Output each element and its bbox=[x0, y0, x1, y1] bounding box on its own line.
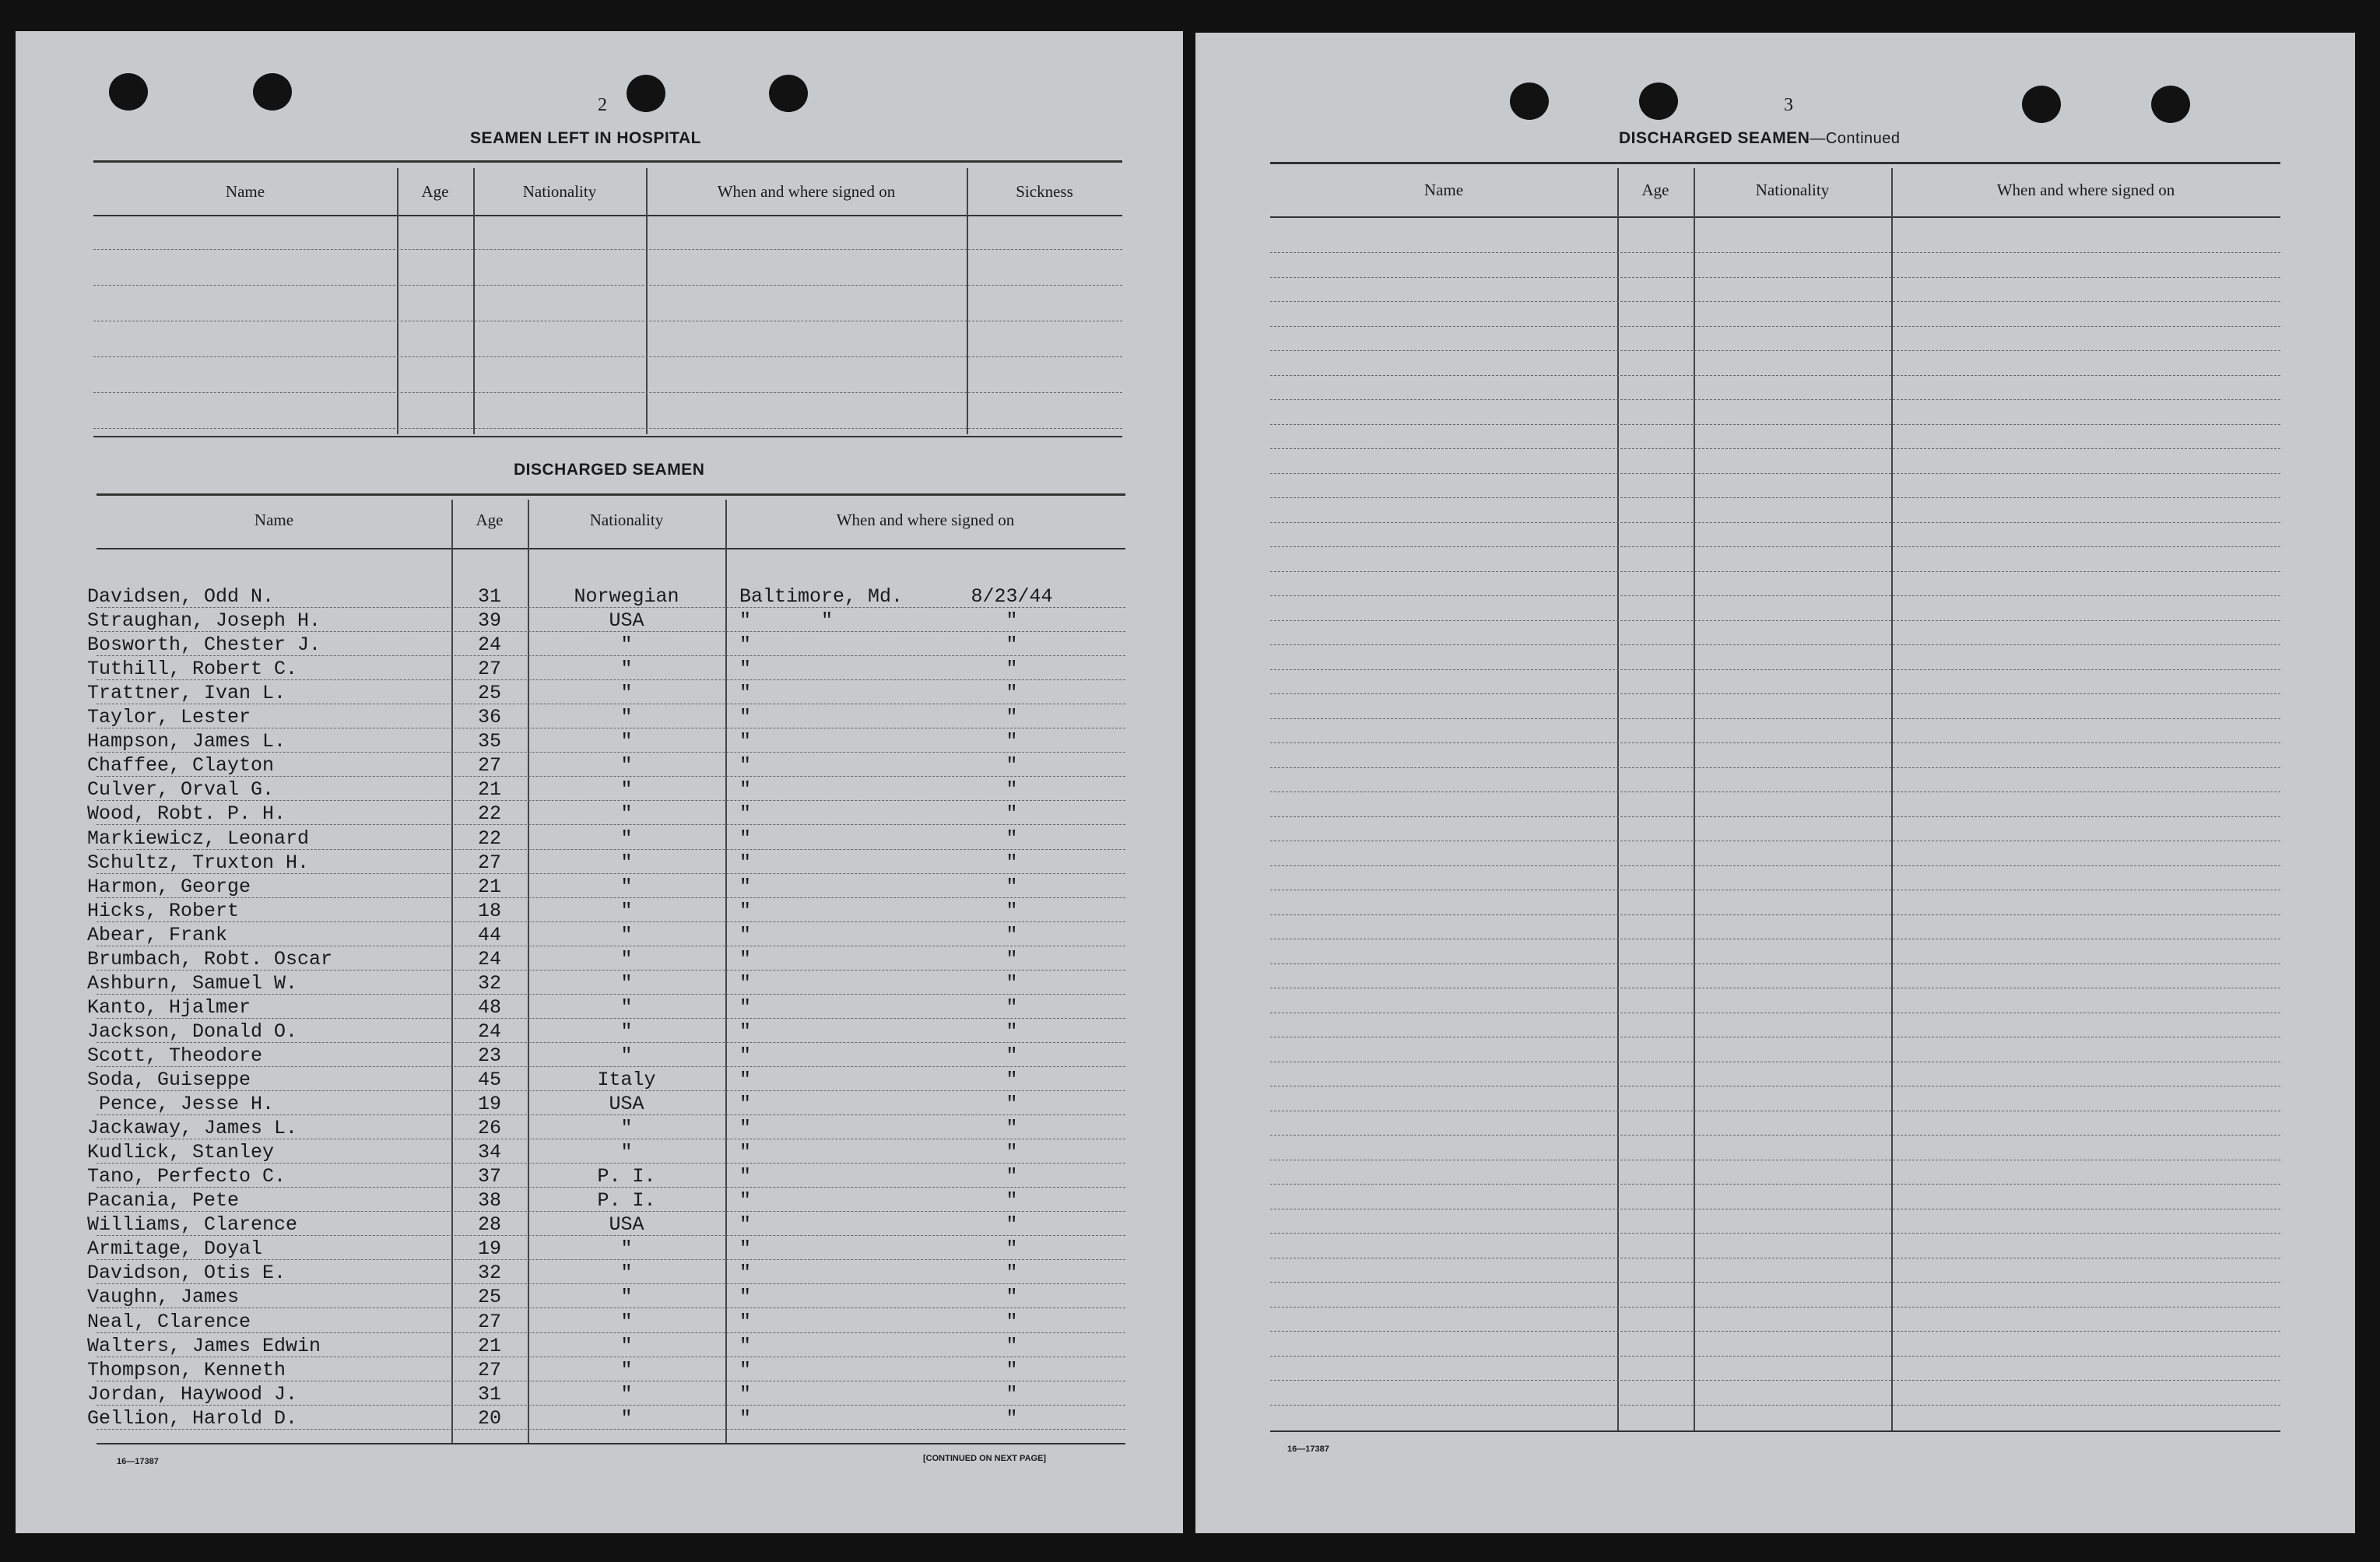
discharged-name: Williams, Clarence bbox=[87, 1213, 298, 1236]
continued-title-suffix: —Continued bbox=[1810, 130, 1901, 147]
discharged-signed-date: " bbox=[1006, 658, 1018, 680]
discharged-nationality: " bbox=[620, 876, 633, 898]
discharged-signed-place: " bbox=[739, 1044, 752, 1067]
discharged-nationality: Italy bbox=[597, 1069, 656, 1091]
discharged-nationality: " bbox=[620, 972, 633, 995]
discharged-nationality: " bbox=[620, 778, 633, 801]
discharged-nationality: " bbox=[620, 1141, 633, 1164]
punch-hole bbox=[1639, 82, 1678, 120]
discharged-table-top-rule bbox=[97, 493, 1125, 496]
discharged-age: 44 bbox=[477, 924, 501, 946]
discharged-signed-place: " bbox=[739, 1262, 752, 1284]
ruled-line bbox=[1270, 718, 2280, 719]
discharged-signed-date: " bbox=[1006, 1020, 1018, 1043]
discharged-signed-date: " bbox=[1006, 900, 1018, 922]
discharged-nationality: " bbox=[620, 802, 633, 825]
discharged-signed-place: " bbox=[739, 1165, 752, 1188]
discharged-signed-place: " bbox=[739, 972, 752, 995]
discharged-signed-place: " bbox=[739, 1359, 752, 1381]
continued-header-rule bbox=[1270, 216, 2280, 218]
discharged-signed-place: " " bbox=[739, 609, 834, 632]
discharged-name: Tuthill, Robert C. bbox=[87, 658, 298, 680]
discharged-nationality: " bbox=[620, 1286, 633, 1308]
discharged-name: Armitage, Doyal bbox=[87, 1237, 263, 1260]
hospital-col-age: Age bbox=[421, 182, 449, 201]
discharged-signed-date: " bbox=[1006, 851, 1018, 874]
discharged-signed-place: " bbox=[739, 778, 752, 801]
ruled-line bbox=[97, 921, 1125, 922]
ruled-line bbox=[1270, 669, 2280, 670]
discharged-signed-place: " bbox=[739, 996, 752, 1019]
discharged-name: Jackson, Donald O. bbox=[87, 1020, 298, 1043]
ruled-line bbox=[93, 356, 1122, 357]
discharged-signed-date: " bbox=[1006, 924, 1018, 946]
discharged-signed-place: " bbox=[739, 827, 752, 850]
discharged-col-name: Name bbox=[254, 511, 294, 529]
discharged-age: 38 bbox=[477, 1189, 501, 1212]
discharged-name: Straughan, Joseph H. bbox=[87, 609, 321, 632]
page-number: 2 bbox=[598, 95, 607, 115]
discharged-nationality: " bbox=[620, 827, 633, 850]
discharged-signed-date: " bbox=[1006, 1407, 1018, 1430]
discharged-age: 27 bbox=[477, 851, 501, 874]
discharged-nationality: " bbox=[620, 1117, 633, 1139]
discharged-age: 21 bbox=[477, 1335, 501, 1357]
discharged-signed-place: " bbox=[739, 948, 752, 971]
continued-col-signed-on: When and where signed on bbox=[1996, 181, 2175, 199]
hospital-col-nationality: Nationality bbox=[522, 182, 597, 201]
ruled-line bbox=[1270, 620, 2280, 621]
discharged-age: 24 bbox=[477, 1020, 501, 1043]
ruled-line bbox=[1270, 742, 2280, 743]
discharged-nationality: " bbox=[620, 1359, 633, 1381]
discharged-name: Bosworth, Chester J. bbox=[87, 634, 321, 656]
discharged-signed-place: " bbox=[739, 1069, 752, 1091]
discharged-col-signed-on: When and where signed on bbox=[836, 511, 1015, 529]
discharged-signed-date: " bbox=[1006, 1069, 1018, 1091]
discharged-signed-date: " bbox=[1006, 1044, 1018, 1067]
discharged-signed-date: " bbox=[1006, 996, 1018, 1019]
discharged-name: Davidsen, Odd N. bbox=[87, 585, 275, 608]
discharged-name: Taylor, Lester bbox=[87, 706, 251, 728]
discharged-age: 19 bbox=[477, 1093, 501, 1115]
discharged-name: Thompson, Kenneth bbox=[87, 1359, 286, 1381]
discharged-signed-place: Baltimore, Md. bbox=[739, 585, 904, 608]
discharged-signed-date: " bbox=[1006, 948, 1018, 971]
discharged-age: 35 bbox=[477, 730, 501, 753]
continued-col-name: Name bbox=[1423, 181, 1464, 199]
discharged-name: Ashburn, Samuel W. bbox=[87, 972, 298, 995]
discharged-age: 23 bbox=[477, 1044, 501, 1067]
discharged-signed-place: " bbox=[739, 1286, 752, 1308]
discharged-name: Kanto, Hjalmer bbox=[87, 996, 251, 1019]
discharged-signed-date: " bbox=[1006, 682, 1018, 704]
discharged-age: 32 bbox=[477, 972, 501, 995]
discharged-nationality: USA bbox=[609, 609, 644, 632]
discharged-signed-date: " bbox=[1006, 754, 1018, 777]
discharged-nationality: " bbox=[620, 1407, 633, 1430]
right-page bbox=[1195, 33, 2355, 1533]
ruled-line bbox=[1270, 816, 2280, 817]
discharged-signed-date: " bbox=[1006, 1335, 1018, 1357]
ruled-line bbox=[1270, 326, 2280, 327]
discharged-signed-date: " bbox=[1006, 1359, 1018, 1381]
ruled-line bbox=[97, 897, 1125, 898]
ruled-line bbox=[1270, 448, 2280, 449]
discharged-age: 32 bbox=[477, 1262, 501, 1284]
discharged-age: 24 bbox=[477, 634, 501, 656]
discharged-signed-date: " bbox=[1006, 1117, 1018, 1139]
punch-hole bbox=[769, 75, 808, 112]
discharged-age: 27 bbox=[477, 1359, 501, 1381]
ruled-line bbox=[1270, 571, 2280, 572]
ruled-line bbox=[1270, 1282, 2280, 1283]
discharged-signed-place: " bbox=[739, 1020, 752, 1043]
discharged-name: Jackaway, James L. bbox=[87, 1117, 298, 1139]
ruled-line bbox=[1270, 522, 2280, 523]
form-number: 16—17387 bbox=[117, 1457, 159, 1466]
continued-section-title bbox=[1619, 129, 1901, 148]
discharged-age: 19 bbox=[477, 1237, 501, 1260]
discharged-name: Harmon, George bbox=[87, 876, 251, 898]
ruled-line bbox=[1270, 693, 2280, 694]
ruled-line bbox=[1270, 1331, 2280, 1332]
discharged-age: 27 bbox=[477, 754, 501, 777]
discharged-signed-place: " bbox=[739, 1383, 752, 1406]
discharged-signed-date: " bbox=[1006, 876, 1018, 898]
discharged-signed-date: " bbox=[1006, 1262, 1018, 1284]
ruled-line bbox=[1270, 1405, 2280, 1406]
discharged-nationality: " bbox=[620, 1335, 633, 1357]
discharged-signed-date: " bbox=[1006, 634, 1018, 656]
discharged-signed-place: " bbox=[739, 1093, 752, 1115]
discharged-nationality: " bbox=[620, 754, 633, 777]
ruled-line bbox=[1270, 644, 2280, 645]
discharged-nationality: " bbox=[620, 706, 633, 728]
discharged-signed-date: 8/23/44 bbox=[971, 585, 1053, 608]
discharged-signed-date: " bbox=[1006, 972, 1018, 995]
discharged-signed-place: " bbox=[739, 1335, 752, 1357]
discharged-name: Gellion, Harold D. bbox=[87, 1407, 298, 1430]
hospital-table-bottom-rule bbox=[93, 436, 1122, 437]
discharged-name: Soda, Guiseppe bbox=[87, 1069, 251, 1091]
discharged-name: Scott, Theodore bbox=[87, 1044, 263, 1067]
ruled-line bbox=[93, 428, 1122, 429]
ruled-line bbox=[1270, 1135, 2280, 1136]
form-number: 16—17387 bbox=[1287, 1444, 1329, 1454]
continued-table-top-rule bbox=[1270, 162, 2280, 164]
discharged-age: 22 bbox=[477, 802, 501, 825]
discharged-name: Chaffee, Clayton bbox=[87, 754, 275, 777]
discharged-nationality: " bbox=[620, 900, 633, 922]
discharged-signed-place: " bbox=[739, 754, 752, 777]
discharged-name: Walters, James Edwin bbox=[87, 1335, 321, 1357]
ruled-line bbox=[97, 1332, 1125, 1333]
discharged-signed-date: " bbox=[1006, 730, 1018, 753]
discharged-age: 21 bbox=[477, 876, 501, 898]
discharged-age: 45 bbox=[477, 1069, 501, 1091]
discharged-age: 34 bbox=[477, 1141, 501, 1164]
discharged-header-rule bbox=[97, 548, 1125, 549]
discharged-name: Culver, Orval G. bbox=[87, 778, 275, 801]
continued-col-divider bbox=[1891, 168, 1893, 1430]
discharged-signed-place: " bbox=[739, 1311, 752, 1333]
discharged-signed-place: " bbox=[739, 876, 752, 898]
discharged-name: Hampson, James L. bbox=[87, 730, 286, 753]
hospital-col-divider bbox=[473, 168, 475, 434]
ruled-line bbox=[1270, 375, 2280, 376]
ruled-line bbox=[1270, 1307, 2280, 1308]
ruled-line bbox=[93, 392, 1122, 393]
punch-hole bbox=[627, 75, 665, 112]
discharged-signed-date: " bbox=[1006, 1189, 1018, 1212]
hospital-col-divider bbox=[967, 168, 968, 434]
discharged-signed-date: " bbox=[1006, 706, 1018, 728]
discharged-age: 22 bbox=[477, 827, 501, 850]
discharged-age: 27 bbox=[477, 658, 501, 680]
discharged-signed-place: " bbox=[739, 851, 752, 874]
ruled-line bbox=[1270, 473, 2280, 474]
discharged-name: Jordan, Haywood J. bbox=[87, 1383, 298, 1406]
discharged-col-age: Age bbox=[476, 511, 504, 529]
continued-note: [CONTINUED ON NEXT PAGE] bbox=[923, 1454, 1047, 1463]
discharged-age: 26 bbox=[477, 1117, 501, 1139]
discharged-signed-place: " bbox=[739, 658, 752, 680]
discharged-signed-place: " bbox=[739, 1213, 752, 1236]
discharged-nationality: P. I. bbox=[597, 1165, 656, 1188]
discharged-nationality: Norwegian bbox=[574, 585, 679, 608]
ruled-line bbox=[1270, 546, 2280, 547]
discharged-name: Vaughn, James bbox=[87, 1286, 240, 1308]
hospital-section-title: SEAMEN LEFT IN HOSPITAL bbox=[470, 129, 701, 147]
ruled-line bbox=[1270, 1233, 2280, 1234]
discharged-name: Wood, Robt. P. H. bbox=[87, 802, 286, 825]
discharged-name: Kudlick, Stanley bbox=[87, 1141, 275, 1164]
discharged-name: Schultz, Truxton H. bbox=[87, 851, 310, 874]
discharged-table-bottom-rule bbox=[97, 1443, 1125, 1444]
ruled-line bbox=[1270, 399, 2280, 400]
hospital-col-divider bbox=[397, 168, 398, 434]
ruled-line bbox=[1270, 277, 2280, 278]
discharged-signed-place: " bbox=[739, 924, 752, 946]
discharged-section-title: DISCHARGED SEAMEN bbox=[514, 461, 705, 479]
ruled-line bbox=[1270, 1356, 2280, 1357]
ruled-line bbox=[1270, 767, 2280, 768]
discharged-nationality: " bbox=[620, 924, 633, 946]
discharged-nationality: USA bbox=[609, 1093, 644, 1115]
discharged-signed-place: " bbox=[739, 634, 752, 656]
discharged-nationality: " bbox=[620, 730, 633, 753]
continued-col-nationality: Nationality bbox=[1755, 181, 1830, 199]
discharged-name: Neal, Clarence bbox=[87, 1311, 251, 1333]
discharged-age: 39 bbox=[477, 609, 501, 632]
ruled-line bbox=[1270, 252, 2280, 253]
discharged-nationality: " bbox=[620, 1383, 633, 1406]
discharged-col-divider bbox=[725, 500, 727, 1443]
discharged-nationality: " bbox=[620, 682, 633, 704]
discharged-nationality: USA bbox=[609, 1213, 644, 1236]
discharged-signed-place: " bbox=[739, 1407, 752, 1430]
hospital-col-divider bbox=[646, 168, 648, 434]
ruled-line bbox=[1270, 350, 2280, 351]
discharged-age: 18 bbox=[477, 900, 501, 922]
discharged-signed-place: " bbox=[739, 1117, 752, 1139]
discharged-age: 37 bbox=[477, 1165, 501, 1188]
discharged-signed-date: " bbox=[1006, 1165, 1018, 1188]
punch-hole bbox=[2151, 86, 2190, 123]
ruled-line bbox=[97, 1018, 1125, 1019]
discharged-signed-date: " bbox=[1006, 609, 1018, 632]
hospital-col-sickness: Sickness bbox=[1016, 182, 1073, 201]
discharged-name: Pence, Jesse H. bbox=[87, 1093, 275, 1115]
discharged-nationality: " bbox=[620, 1262, 633, 1284]
discharged-name: Pacania, Pete bbox=[87, 1189, 240, 1212]
discharged-signed-place: " bbox=[739, 730, 752, 753]
discharged-age: 25 bbox=[477, 1286, 501, 1308]
punch-hole bbox=[109, 73, 148, 111]
discharged-nationality: " bbox=[620, 658, 633, 680]
discharged-nationality: " bbox=[620, 851, 633, 874]
discharged-signed-date: " bbox=[1006, 1237, 1018, 1260]
discharged-age: 20 bbox=[477, 1407, 501, 1430]
discharged-col-nationality: Nationality bbox=[589, 511, 664, 529]
discharged-age: 31 bbox=[477, 585, 501, 608]
discharged-name: Hicks, Robert bbox=[87, 900, 240, 922]
discharged-nationality: " bbox=[620, 1311, 633, 1333]
page-number: 3 bbox=[1784, 95, 1793, 115]
discharged-signed-date: " bbox=[1006, 1141, 1018, 1164]
discharged-age: 21 bbox=[477, 778, 501, 801]
ruled-line bbox=[1270, 424, 2280, 425]
punch-hole bbox=[1510, 82, 1549, 120]
left-page bbox=[16, 31, 1183, 1533]
continued-table-bottom-rule bbox=[1270, 1430, 2280, 1432]
discharged-name: Davidson, Otis E. bbox=[87, 1262, 286, 1284]
punch-hole bbox=[2022, 86, 2061, 123]
discharged-name: Trattner, Ivan L. bbox=[87, 682, 286, 704]
discharged-signed-place: " bbox=[739, 1237, 752, 1260]
discharged-age: 36 bbox=[477, 706, 501, 728]
hospital-table-top-rule bbox=[93, 160, 1122, 163]
ruled-line bbox=[1270, 1184, 2280, 1185]
discharged-signed-place: " bbox=[739, 706, 752, 728]
discharged-signed-date: " bbox=[1006, 778, 1018, 801]
punch-hole bbox=[253, 73, 292, 111]
discharged-signed-place: " bbox=[739, 900, 752, 922]
hospital-col-signed-on: When and where signed on bbox=[717, 182, 896, 201]
continued-title-text: DISCHARGED SEAMEN bbox=[1619, 129, 1810, 147]
ruled-line bbox=[93, 249, 1122, 250]
hospital-col-name: Name bbox=[225, 182, 265, 201]
discharged-age: 31 bbox=[477, 1383, 501, 1406]
discharged-name: Tano, Perfecto C. bbox=[87, 1165, 286, 1188]
discharged-signed-date: " bbox=[1006, 827, 1018, 850]
continued-col-divider bbox=[1694, 168, 1695, 1430]
ruled-line bbox=[1270, 595, 2280, 596]
ruled-line bbox=[1270, 914, 2280, 915]
discharged-age: 24 bbox=[477, 948, 501, 971]
discharged-nationality: " bbox=[620, 1020, 633, 1043]
discharged-nationality: " bbox=[620, 634, 633, 656]
discharged-signed-date: " bbox=[1006, 1286, 1018, 1308]
discharged-signed-date: " bbox=[1006, 1093, 1018, 1115]
ruled-line bbox=[1270, 497, 2280, 498]
ruled-line bbox=[1270, 865, 2280, 866]
discharged-nationality: P. I. bbox=[597, 1189, 656, 1212]
discharged-nationality: " bbox=[620, 1044, 633, 1067]
discharged-age: 25 bbox=[477, 682, 501, 704]
discharged-signed-place: " bbox=[739, 1189, 752, 1212]
discharged-nationality: " bbox=[620, 948, 633, 971]
discharged-name: Markiewicz, Leonard bbox=[87, 827, 310, 850]
discharged-signed-place: " bbox=[739, 802, 752, 825]
discharged-nationality: " bbox=[620, 996, 633, 1019]
discharged-signed-date: " bbox=[1006, 1383, 1018, 1406]
discharged-nationality: " bbox=[620, 1237, 633, 1260]
discharged-signed-date: " bbox=[1006, 802, 1018, 825]
discharged-signed-place: " bbox=[739, 682, 752, 704]
discharged-age: 48 bbox=[477, 996, 501, 1019]
ruled-line bbox=[1270, 301, 2280, 302]
discharged-signed-place: " bbox=[739, 1141, 752, 1164]
discharged-age: 27 bbox=[477, 1311, 501, 1333]
continued-col-divider bbox=[1617, 168, 1619, 1430]
discharged-age: 28 bbox=[477, 1213, 501, 1236]
discharged-name: Abear, Frank bbox=[87, 924, 228, 946]
continued-col-age: Age bbox=[1641, 181, 1669, 199]
ruled-line bbox=[1270, 1380, 2280, 1381]
discharged-name: Brumbach, Robt. Oscar bbox=[87, 948, 333, 971]
discharged-signed-date: " bbox=[1006, 1311, 1018, 1333]
ruled-line bbox=[93, 285, 1122, 286]
discharged-signed-date: " bbox=[1006, 1213, 1018, 1236]
